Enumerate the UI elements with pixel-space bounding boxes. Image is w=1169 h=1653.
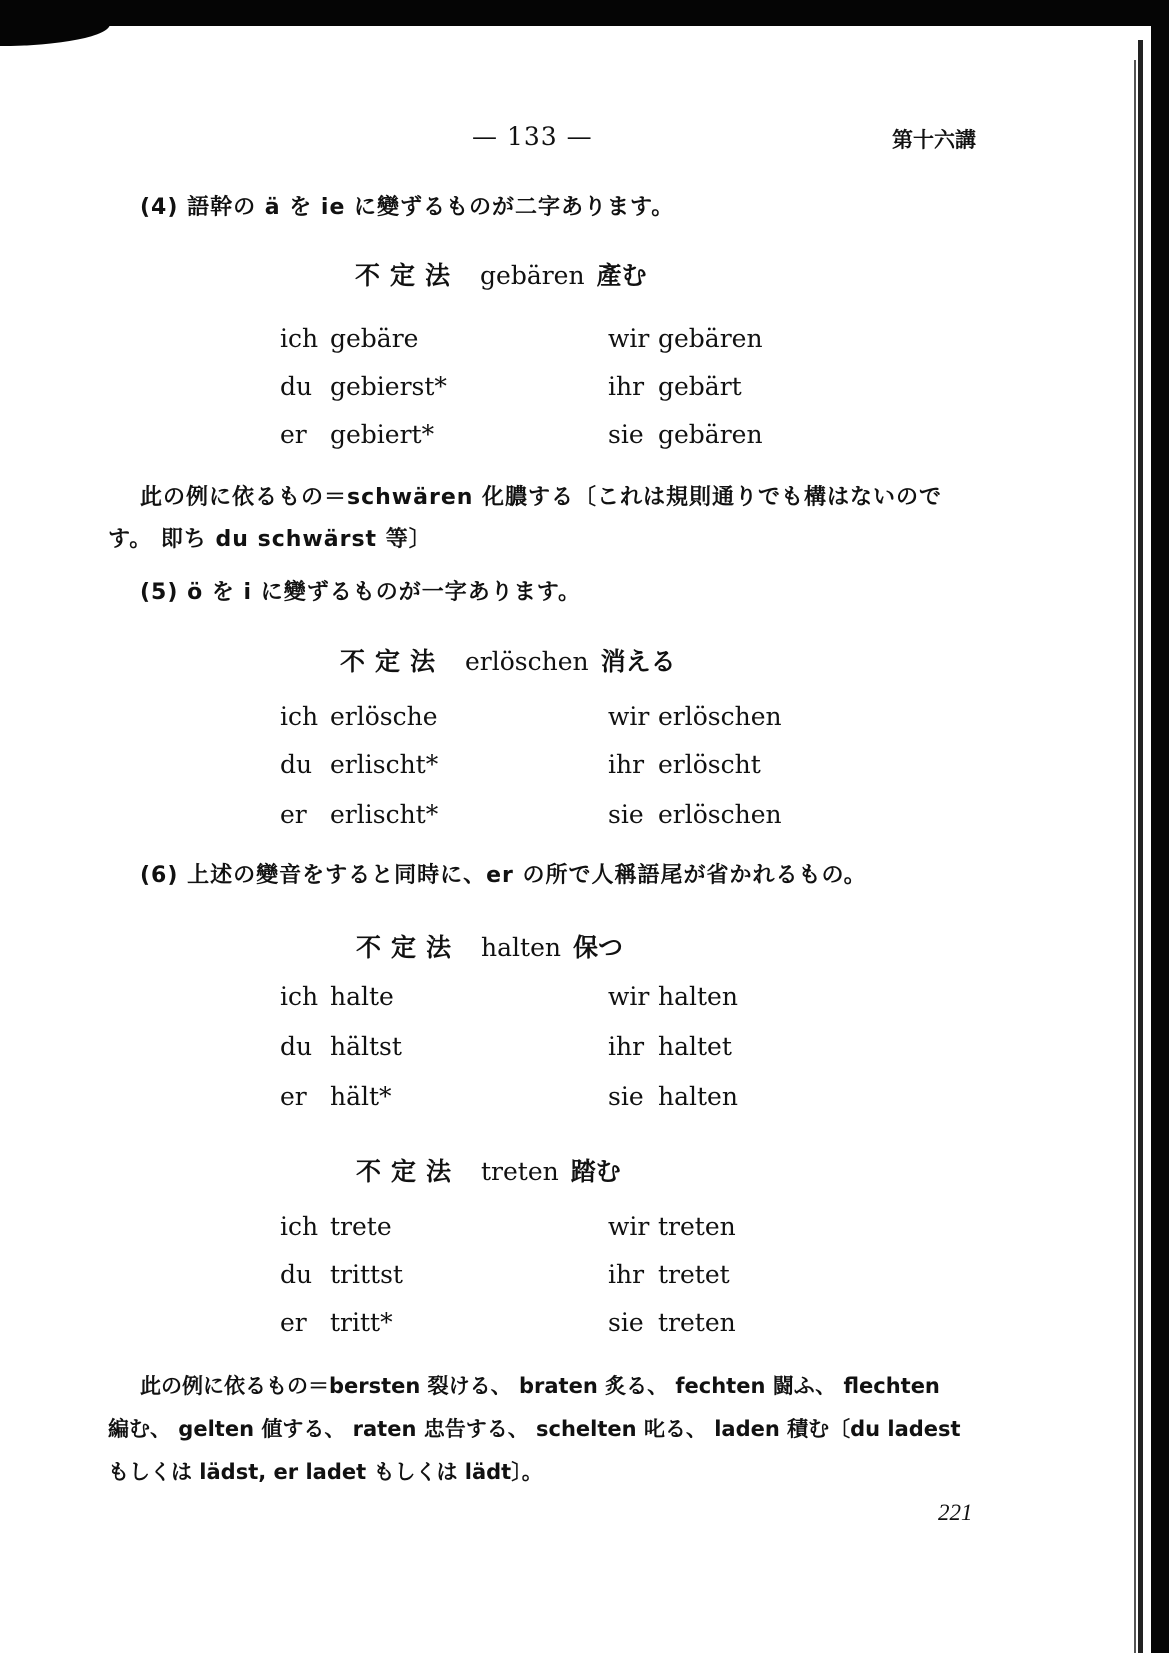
conj-row: sie halten (608, 1082, 738, 1111)
section-4-heading (355, 256, 647, 292)
heading-label: 不定法 (356, 933, 462, 962)
section-6-intro: (6) 上述の變音をすると同時に、er の所で人稱語尾が省かれるもの。 (140, 863, 867, 888)
conj-row: sie treten (608, 1308, 736, 1337)
heading-gloss: 保つ (572, 933, 623, 962)
conj-row: du gebierst* (280, 372, 447, 401)
conj-row: du hältst (280, 1032, 402, 1061)
chapter-title: 第十六講 (892, 128, 976, 152)
conj-row: du trittst (280, 1260, 403, 1289)
section-6-heading-1 (356, 928, 623, 964)
section-6-heading-2 (356, 1152, 621, 1188)
section-5-intro: (5) ö を i に變ずるものが一字あります。 (140, 580, 581, 605)
conj-row: sie gebären (608, 420, 763, 449)
folio-number: 221 (938, 1500, 973, 1525)
heading-verb: gebären (480, 261, 585, 290)
heading-gloss: 消える (600, 647, 676, 676)
scan-border-right-inner (1138, 40, 1143, 1653)
conj-row: ich gebäre (280, 324, 419, 353)
conj-row: er hält* (280, 1082, 392, 1111)
scan-border-right-shadow (1134, 60, 1136, 1653)
scan-border-right (1151, 0, 1169, 1653)
conj-row: ich erlösche (280, 702, 438, 731)
conj-row: ich halte (280, 982, 394, 1011)
conj-row: wir halten (608, 982, 738, 1011)
conj-row: ihr erlöscht (608, 750, 761, 779)
conj-row: ihr haltet (608, 1032, 732, 1061)
conj-row: er tritt* (280, 1308, 393, 1337)
heading-label: 不定法 (356, 1157, 462, 1186)
conj-row: er erlischt* (280, 800, 439, 829)
conj-row: ich trete (280, 1212, 392, 1241)
scan-border-corner (0, 24, 110, 46)
conj-row: ihr tretet (608, 1260, 730, 1289)
conj-row: sie erlöschen (608, 800, 782, 829)
conj-row: ihr gebärt (608, 372, 742, 401)
heading-verb: treten (481, 1157, 559, 1186)
section-4-intro: (4) 語幹の ä を ie に變ずるものが二字あります。 (140, 195, 675, 220)
section-5-heading (340, 642, 676, 678)
heading-gloss: 踏む (570, 1157, 621, 1186)
heading-label: 不定法 (340, 647, 446, 676)
section-4-note-line-1: 此の例に依るもの＝schwären 化膿する〔これは規則通りでも構はないので (140, 485, 943, 510)
conj-row: er gebiert* (280, 420, 435, 449)
conj-row: wir erlöschen (608, 702, 782, 731)
section-6-note-line-2: 編む、 gelten 値する、 raten 忠告する、 schelten 叱る、 laden 積む〔du ladest (108, 1417, 961, 1441)
page-number: — 133 — (472, 122, 593, 151)
heading-gloss: 產む (596, 261, 647, 290)
heading-verb: erlöschen (465, 647, 589, 676)
section-6-note-line-1: 此の例に依るもの＝bersten 裂ける、 braten 炙る、 fechten 闘ふ、 flechten (140, 1374, 940, 1398)
conj-row: wir gebären (608, 324, 763, 353)
scan-border-top (0, 0, 1169, 26)
heading-verb: halten (481, 933, 561, 962)
heading-label: 不定法 (355, 261, 461, 290)
section-6-note-line-3: もしくは lädst, er ladet もしくは lädt〕。 (108, 1460, 543, 1484)
section-4-note-line-2: す。 即ち du schwärst 等〕 (108, 527, 432, 552)
conj-row: du erlischt* (280, 750, 439, 779)
conj-row: wir treten (608, 1212, 736, 1241)
